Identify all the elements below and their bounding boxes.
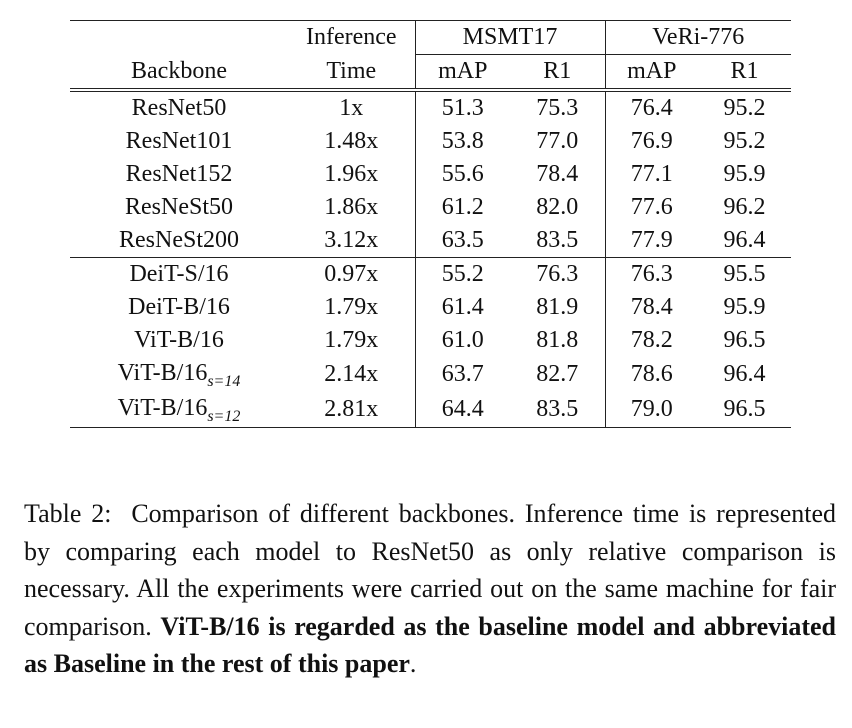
- cell-veri-r1: 96.5: [723, 327, 766, 353]
- cell-msmt-map: 63.7: [415, 357, 510, 392]
- cell-veri-r1: 95.5: [698, 258, 791, 292]
- cell-veri-r1: 95.9: [723, 161, 766, 187]
- table-row: [70, 357, 791, 392]
- table-row: [70, 125, 791, 158]
- backbone-name: ViT-B/16: [117, 395, 208, 421]
- cell-msmt-map: 53.8: [415, 125, 510, 158]
- cell-veri-map: 79.0: [605, 392, 698, 428]
- cell-msmt-map: 61.2: [415, 191, 510, 224]
- cell-backbone: ViT-B/16: [134, 327, 224, 353]
- cell-inference-time: 0.97x: [288, 258, 415, 292]
- header-backbone: Backbone: [70, 55, 288, 91]
- table-row: [70, 224, 791, 258]
- cell-msmt-map: 61.4: [415, 291, 510, 324]
- header-msmt-r1: R1: [510, 55, 605, 91]
- cell-inference-time: 1.79x: [324, 294, 379, 320]
- cell-veri-r1: 96.4: [723, 361, 766, 387]
- cell-inference-time: 2.81x: [288, 392, 415, 428]
- cell-backbone: [70, 357, 288, 392]
- cell-veri-map: 78.2: [605, 324, 698, 357]
- cell-veri-r1: 96.4: [723, 227, 766, 253]
- header-msmt17: MSMT17: [415, 21, 605, 55]
- cell-backbone: ResNeSt200: [119, 227, 239, 253]
- cell-msmt-map: 51.3: [415, 90, 510, 125]
- cell-backbone: DeiT-B/16: [128, 294, 230, 320]
- cell-msmt-r1: 82.7: [536, 361, 579, 387]
- table-row: [70, 291, 791, 324]
- cell-veri-r1: 96.2: [723, 194, 766, 220]
- cell-msmt-r1: 81.9: [536, 294, 579, 320]
- header-row-2: [70, 55, 791, 91]
- table-caption: [24, 495, 836, 683]
- cell-msmt-r1: 76.3: [510, 258, 605, 292]
- cell-backbone: DeiT-S/16: [70, 258, 288, 292]
- cell-msmt-r1: 78.4: [536, 161, 579, 187]
- cell-veri-map: 78.6: [605, 357, 698, 392]
- table-row: [70, 158, 791, 191]
- table-row: [70, 90, 791, 125]
- cell-veri-map: 76.9: [605, 125, 698, 158]
- cell-inference-time: 1.48x: [324, 128, 379, 154]
- cell-msmt-map: 63.5: [415, 224, 510, 258]
- cell-veri-map: 77.6: [605, 191, 698, 224]
- cell-msmt-r1: 81.8: [536, 327, 579, 353]
- cell-backbone: ResNet50: [131, 95, 227, 121]
- cell-msmt-map: 55.2: [415, 258, 510, 292]
- cell-veri-r1: 95.2: [723, 128, 766, 154]
- cell-veri-map: 77.9: [605, 224, 698, 258]
- cell-backbone: ResNet152: [125, 161, 233, 187]
- cell-backbone: [70, 392, 288, 428]
- cell-veri-map: 78.4: [605, 291, 698, 324]
- cell-inference-time: 2.14x: [324, 361, 379, 387]
- cell-inference-time: 1.86x: [324, 194, 379, 220]
- table-body: [70, 21, 791, 428]
- cell-backbone: ResNet101: [125, 128, 233, 154]
- cell-inference-time: 3.12x: [324, 227, 379, 253]
- cell-veri-r1: 95.2: [723, 95, 766, 121]
- stride-subscript: s=14: [207, 373, 241, 390]
- caption-bold-text: ViT-B/16 is regarded as the baseline model and abbreviated as Baseline in the rest of this paper: [24, 611, 836, 678]
- table-row: [70, 392, 791, 428]
- cell-inference-time: 1.79x: [324, 327, 379, 353]
- caption-period: .: [409, 649, 417, 678]
- cell-msmt-map: 55.6: [415, 158, 510, 191]
- header-time: Time: [288, 55, 415, 91]
- header-msmt-map: mAP: [415, 55, 510, 91]
- stride-subscript: s=12: [207, 408, 241, 425]
- cell-inference-time: 1.96x: [324, 161, 379, 187]
- header-empty-cell: [70, 21, 288, 55]
- cell-msmt-r1: 75.3: [536, 95, 579, 121]
- header-inference: Inference: [288, 21, 415, 55]
- cell-msmt-r1: 82.0: [536, 194, 579, 220]
- cell-msmt-r1: 77.0: [536, 128, 579, 154]
- cell-veri-map: 77.1: [605, 158, 698, 191]
- caption-label: Table 2:: [24, 499, 112, 528]
- header-veri-map: mAP: [605, 55, 698, 91]
- table-row: [70, 258, 791, 292]
- caption-text: Comparison of different backbones. Inference time is represented by comparing each model to ResNet50 as only relative comparison is necessary. All the experiments were carried out on the same machine for fair comparison.: [24, 499, 836, 641]
- table-row: [70, 191, 791, 224]
- header-veri-r1: R1: [698, 55, 791, 91]
- cell-backbone: ResNeSt50: [125, 194, 233, 220]
- cell-msmt-map: 64.4: [415, 392, 510, 428]
- table-row: [70, 324, 791, 357]
- cell-msmt-map: 61.0: [415, 324, 510, 357]
- cell-veri-r1: 96.5: [698, 392, 791, 428]
- cell-veri-map: 76.4: [605, 90, 698, 125]
- header-row-1: [70, 21, 791, 55]
- cell-msmt-r1: 83.5: [510, 392, 605, 428]
- cell-veri-map: 76.3: [605, 258, 698, 292]
- cell-inference-time: 1x: [339, 95, 364, 121]
- header-veri776: VeRi-776: [605, 21, 791, 55]
- backbone-comparison-table: [70, 20, 791, 428]
- cell-veri-r1: 95.9: [723, 294, 766, 320]
- backbone-name: ViT-B/16: [117, 360, 208, 386]
- cell-msmt-r1: 83.5: [536, 227, 579, 253]
